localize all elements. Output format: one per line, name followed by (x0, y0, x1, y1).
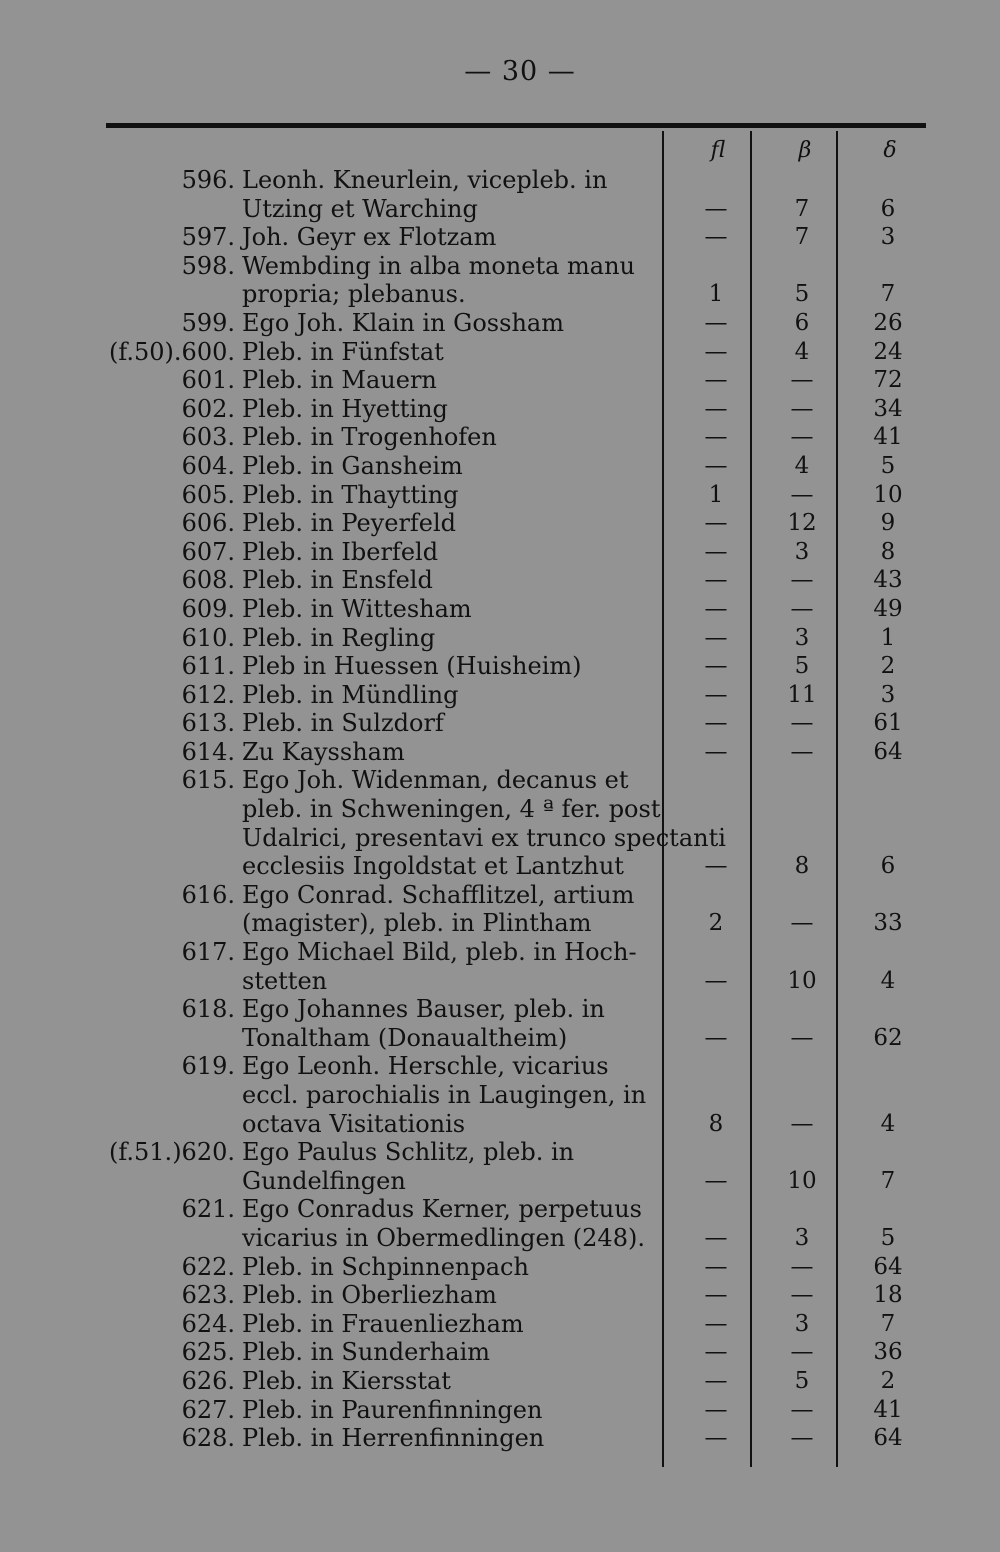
entry-line (0, 881, 1000, 910)
entry-line (0, 709, 1000, 738)
amount-delta: 7 (880, 1310, 896, 1337)
entry-row (0, 538, 1000, 567)
amount-delta: 64 (873, 738, 903, 765)
amount-delta: 62 (873, 1024, 903, 1051)
entry-line (0, 795, 1000, 824)
entry-line (0, 1253, 1000, 1282)
entry-line (0, 995, 1000, 1024)
amount-fl: — (704, 1310, 728, 1337)
amount-beta: — (790, 910, 814, 937)
amount-beta: 5 (794, 653, 810, 680)
entry-number: 614. (181, 737, 235, 766)
entry-number: 627. (181, 1395, 235, 1424)
amount-beta: — (790, 1110, 814, 1137)
amount-delta: 49 (873, 595, 903, 622)
entry-text: octava Visitationis (242, 1109, 466, 1138)
amount-delta: 7 (880, 1167, 896, 1194)
entry-row (0, 338, 1000, 367)
entry-row (0, 481, 1000, 510)
amount-fl: — (704, 738, 728, 765)
entry-line (0, 309, 1000, 338)
entry-text: Tonaltham (Donaualtheim) (242, 1023, 568, 1052)
entry-row (0, 1138, 1000, 1195)
entry-number: (f.50).600. (109, 337, 235, 366)
entry-text: eccl. parochialis in Laugingen, in (242, 1081, 647, 1109)
entry-row (0, 766, 1000, 880)
entry-number: 611. (181, 652, 235, 681)
amount-delta: 4 (880, 1110, 896, 1137)
amount-delta: 6 (880, 853, 896, 880)
amount-delta: 2 (880, 1367, 896, 1394)
entry-line (0, 1310, 1000, 1339)
entry-text: Pleb. in Wittesham (242, 594, 472, 623)
entry-number: 615. (181, 766, 235, 795)
amount-delta: 72 (873, 367, 903, 394)
entry-number: 601. (181, 366, 235, 395)
entry-line (0, 1195, 1000, 1224)
amount-beta: 3 (794, 624, 810, 651)
entry-line (0, 1367, 1000, 1396)
amount-beta: 5 (794, 281, 810, 308)
entry-number: 599. (181, 308, 235, 337)
amount-fl: — (704, 1367, 728, 1394)
entry-row (0, 223, 1000, 252)
amount-fl: — (704, 853, 728, 880)
entry-line (0, 1396, 1000, 1425)
amount-fl: — (704, 1253, 728, 1280)
entry-number: 610. (181, 623, 235, 652)
entry-text: Pleb. in Oberliezham (242, 1281, 497, 1310)
amount-beta: 11 (787, 681, 817, 708)
entry-line (0, 967, 1000, 996)
entry-text: pleb. in Schweningen, 4 ª fer. post (242, 795, 661, 824)
entry-number: 607. (181, 537, 235, 566)
entry-text: Pleb. in Peyerfeld (242, 509, 457, 538)
entry-text: stetten (242, 966, 328, 995)
entry-number: 626. (181, 1366, 235, 1395)
entry-line (0, 366, 1000, 395)
entry-row (0, 509, 1000, 538)
amount-beta: — (790, 395, 814, 422)
entry-line (0, 595, 1000, 624)
entry-text: Pleb. in Hyetting (242, 394, 448, 423)
amount-delta: 64 (873, 1253, 903, 1280)
amount-fl: — (704, 1282, 728, 1309)
entry-row (0, 566, 1000, 595)
amount-delta: 24 (873, 338, 903, 365)
entry-number: 606. (181, 509, 235, 538)
entry-text: propria; plebanus. (242, 280, 466, 309)
amount-beta: — (790, 738, 814, 765)
entries-table (0, 166, 1000, 1453)
amount-delta: 43 (873, 567, 903, 594)
entry-text: Pleb. in Kiersstat (242, 1366, 451, 1395)
entry-line (0, 1024, 1000, 1053)
amount-delta: 10 (873, 481, 903, 508)
amount-beta: — (790, 1282, 814, 1309)
entry-text: Pleb. in Schpinnenpach (242, 1252, 529, 1281)
entry-line (0, 824, 1000, 853)
entry-row (0, 1424, 1000, 1453)
entry-row (0, 395, 1000, 424)
entry-text: Joh. Geyr ex Flotzam (242, 223, 497, 252)
amount-fl: — (704, 538, 728, 565)
entry-line (0, 766, 1000, 795)
amount-beta: 7 (794, 224, 810, 251)
amount-fl: 1 (708, 281, 724, 308)
entry-line (0, 1167, 1000, 1196)
entry-number: 623. (181, 1281, 235, 1310)
entry-text: Pleb. in Frauenliezham (242, 1309, 524, 1338)
entry-number: 622. (181, 1252, 235, 1281)
amount-delta: 36 (873, 1339, 903, 1366)
amount-delta: 4 (880, 967, 896, 994)
amount-beta: — (790, 1425, 814, 1452)
amount-delta: 61 (873, 710, 903, 737)
entry-line (0, 1338, 1000, 1367)
entry-row (0, 1281, 1000, 1310)
entry-line (0, 166, 1000, 195)
amount-delta: 34 (873, 395, 903, 422)
entry-number: 624. (181, 1309, 235, 1338)
entry-text: Pleb. in Sulzdorf (242, 709, 444, 738)
entry-line (0, 652, 1000, 681)
entry-row (0, 624, 1000, 653)
amount-beta: — (790, 1253, 814, 1280)
entry-number: 613. (181, 709, 235, 738)
entry-row (0, 1253, 1000, 1282)
entry-number: 608. (181, 566, 235, 595)
amount-fl: 8 (708, 1110, 724, 1137)
entry-line (0, 1424, 1000, 1453)
entry-line (0, 481, 1000, 510)
amount-fl: — (704, 1425, 728, 1452)
entry-text: Pleb. in Paurenfinningen (242, 1395, 543, 1424)
entry-row (0, 252, 1000, 309)
amount-fl: — (704, 510, 728, 537)
entry-line (0, 1224, 1000, 1253)
entry-line (0, 338, 1000, 367)
entry-text: Ego Joh. Klain in Gossham (242, 308, 564, 337)
amount-fl: — (704, 710, 728, 737)
amount-fl: — (704, 624, 728, 651)
amount-beta: — (790, 1339, 814, 1366)
entry-text: Leonh. Kneurlein, vicepleb. in (242, 166, 608, 194)
amount-delta: 1 (880, 624, 896, 651)
amount-fl: — (704, 653, 728, 680)
amount-delta: 9 (880, 510, 896, 537)
entry-number: 609. (181, 594, 235, 623)
entry-line (0, 280, 1000, 309)
entry-row (0, 366, 1000, 395)
entry-line (0, 1052, 1000, 1081)
entry-row (0, 166, 1000, 223)
amount-delta: 5 (880, 452, 896, 479)
entry-line (0, 852, 1000, 881)
amount-fl: — (704, 681, 728, 708)
amount-beta: — (790, 1396, 814, 1423)
column-header-fl: fl (710, 138, 726, 163)
amount-fl: — (704, 1024, 728, 1051)
entry-row (0, 652, 1000, 681)
header-rule (106, 123, 926, 128)
entry-number: 597. (181, 223, 235, 252)
entry-line (0, 509, 1000, 538)
entry-row (0, 709, 1000, 738)
amount-beta: 3 (794, 538, 810, 565)
entry-number: 596. (181, 166, 235, 194)
page-number: — 30 — (464, 56, 576, 87)
entry-number: 628. (181, 1424, 235, 1453)
amount-delta: 3 (880, 224, 896, 251)
entry-row (0, 1396, 1000, 1425)
entry-row (0, 1195, 1000, 1252)
amount-fl: — (704, 195, 728, 222)
entry-row (0, 1338, 1000, 1367)
entry-line (0, 223, 1000, 252)
amount-fl: — (704, 367, 728, 394)
amount-beta: 10 (787, 967, 817, 994)
amount-fl: — (704, 967, 728, 994)
entry-number: 617. (181, 938, 235, 967)
entry-text: (magister), pleb. in Plintham (242, 909, 592, 938)
entry-text: Pleb. in Ensfeld (242, 566, 433, 595)
amount-fl: — (704, 595, 728, 622)
entry-number: 602. (181, 394, 235, 423)
entry-line (0, 1110, 1000, 1139)
entry-text: Utzing et Warching (242, 194, 478, 223)
amount-delta: 64 (873, 1425, 903, 1452)
column-header-delta: δ (883, 138, 897, 163)
amount-delta: 33 (873, 910, 903, 937)
entry-row (0, 881, 1000, 938)
entry-line (0, 681, 1000, 710)
entry-row (0, 995, 1000, 1052)
amount-beta: 3 (794, 1310, 810, 1337)
amount-fl: — (704, 1224, 728, 1251)
amount-beta: — (790, 424, 814, 451)
entry-number: (f.51.)620. (109, 1138, 235, 1167)
amount-fl: — (704, 395, 728, 422)
entry-row (0, 1310, 1000, 1339)
entry-line (0, 395, 1000, 424)
entry-text: Pleb. in Thaytting (242, 480, 459, 509)
entry-line (0, 195, 1000, 224)
amount-beta: 4 (794, 452, 810, 479)
entry-text: Pleb. in Fünfstat (242, 337, 444, 366)
entry-text: Pleb in Huessen (Huisheim) (242, 652, 582, 681)
entry-number: 618. (181, 995, 235, 1024)
amount-delta: 41 (873, 1396, 903, 1423)
entry-line (0, 1281, 1000, 1310)
amount-beta: — (790, 481, 814, 508)
amount-fl: — (704, 224, 728, 251)
entry-text: Pleb. in Regling (242, 623, 436, 652)
entry-number: 621. (181, 1195, 235, 1224)
entry-number: 605. (181, 480, 235, 509)
entry-number: 612. (181, 680, 235, 709)
entry-text: Wembding in alba moneta manu (242, 251, 635, 280)
entry-row (0, 1052, 1000, 1138)
entry-line (0, 938, 1000, 967)
entry-text: Pleb. in Trogenhofen (242, 423, 497, 452)
entry-line (0, 1081, 1000, 1110)
entry-text: Udalrici, presentavi ex trunco spectanti (242, 823, 726, 852)
entry-number: 598. (181, 251, 235, 280)
entry-number: 603. (181, 423, 235, 452)
entry-row (0, 452, 1000, 481)
amount-delta: 5 (880, 1224, 896, 1251)
amount-beta: 4 (794, 338, 810, 365)
amount-delta: 7 (880, 281, 896, 308)
amount-fl: — (704, 424, 728, 451)
entry-text: Pleb. in Mündling (242, 680, 459, 709)
entry-line (0, 624, 1000, 653)
entry-row (0, 309, 1000, 338)
entry-row (0, 681, 1000, 710)
entry-number: 625. (181, 1338, 235, 1367)
amount-beta: — (790, 567, 814, 594)
entry-text: Pleb. in Herrenfinningen (242, 1424, 545, 1453)
amount-beta: 7 (794, 195, 810, 222)
entry-text: ecclesiis Ingoldstat et Lantzhut (242, 852, 624, 881)
amount-beta: — (790, 367, 814, 394)
amount-delta: 8 (880, 538, 896, 565)
entry-line (0, 423, 1000, 452)
entry-number: 604. (181, 451, 235, 480)
amount-fl: — (704, 1339, 728, 1366)
entry-text: Ego Michael Bild, pleb. in Hoch- (242, 938, 637, 967)
column-header-beta: β (798, 138, 812, 163)
entry-line (0, 452, 1000, 481)
amount-delta: 41 (873, 424, 903, 451)
entry-text: Gundelfingen (242, 1166, 406, 1195)
amount-delta: 18 (873, 1282, 903, 1309)
amount-fl: — (704, 1396, 728, 1423)
entry-text: Ego Joh. Widenman, decanus et (242, 766, 629, 795)
entry-row (0, 1367, 1000, 1396)
entry-text: Zu Kayssham (242, 737, 405, 766)
entry-line (0, 252, 1000, 281)
entry-line (0, 738, 1000, 767)
amount-beta: 6 (794, 309, 810, 336)
entry-row (0, 595, 1000, 624)
amount-beta: 12 (787, 510, 817, 537)
entry-line (0, 538, 1000, 567)
entry-number: 616. (181, 880, 235, 909)
amount-fl: — (704, 309, 728, 336)
amount-delta: 3 (880, 681, 896, 708)
amount-fl: — (704, 1167, 728, 1194)
entry-line (0, 909, 1000, 938)
entry-text: Pleb. in Gansheim (242, 451, 463, 480)
entry-row (0, 423, 1000, 452)
entry-text: Ego Johannes Bauser, pleb. in (242, 995, 605, 1024)
entry-row (0, 738, 1000, 767)
amount-beta: 5 (794, 1367, 810, 1394)
amount-fl: — (704, 567, 728, 594)
amount-fl: — (704, 338, 728, 365)
amount-beta: — (790, 1024, 814, 1051)
entry-line (0, 1138, 1000, 1167)
amount-fl: 2 (708, 910, 724, 937)
amount-delta: 2 (880, 653, 896, 680)
entry-line (0, 566, 1000, 595)
amount-fl: — (704, 452, 728, 479)
amount-fl: 1 (708, 481, 724, 508)
entry-text: Ego Conradus Kerner, perpetuus (242, 1195, 642, 1224)
entry-text: Pleb. in Mauern (242, 366, 437, 395)
amount-delta: 26 (873, 309, 903, 336)
entry-row (0, 938, 1000, 995)
amount-delta: 6 (880, 195, 896, 222)
amount-beta: 10 (787, 1167, 817, 1194)
amount-beta: — (790, 595, 814, 622)
entry-text: Pleb. in Sunderhaim (242, 1338, 491, 1367)
entry-text: Pleb. in Iberfeld (242, 537, 439, 566)
entry-text: Ego Conrad. Schafflitzel, artium (242, 880, 635, 909)
amount-beta: 8 (794, 853, 810, 880)
amount-beta: — (790, 710, 814, 737)
entry-text: Ego Leonh. Herschle, vicarius (242, 1052, 609, 1081)
entry-text: vicarius in Obermedlingen (248). (242, 1223, 645, 1252)
entry-number: 619. (181, 1052, 235, 1081)
amount-beta: 3 (794, 1224, 810, 1251)
entry-text: Ego Paulus Schlitz, pleb. in (242, 1138, 575, 1167)
